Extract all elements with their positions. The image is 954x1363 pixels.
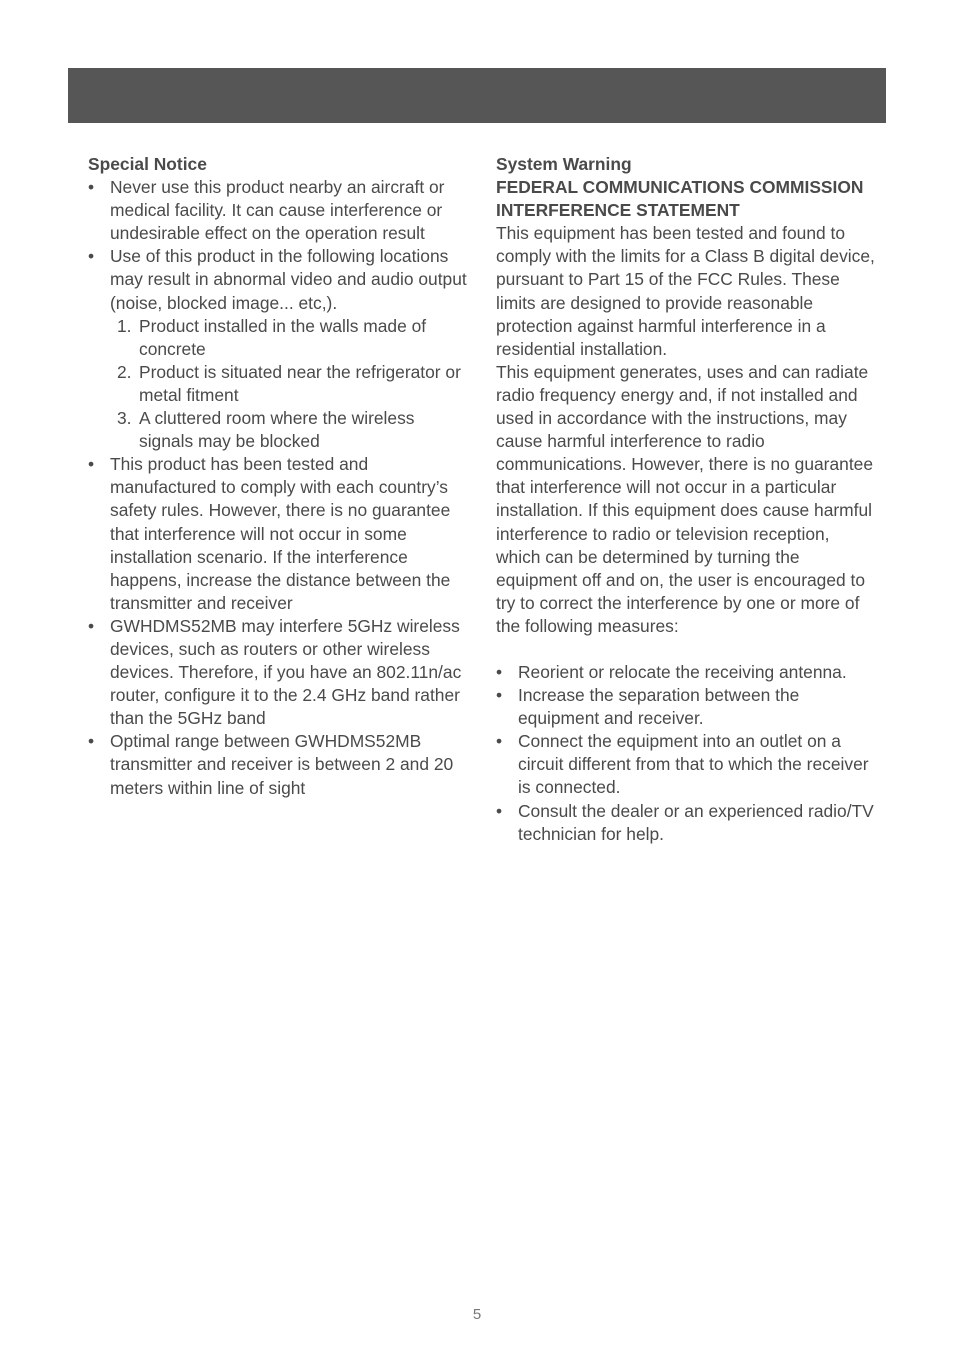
step-text: Product installed in the walls made of concrete bbox=[139, 315, 427, 359]
list-item-text: Optimal range between GWHDMS52MB transmitter and receiver is between 2 and 20 meters within line of sight bbox=[110, 731, 454, 798]
bullet-icon: • bbox=[496, 800, 503, 821]
list-item bbox=[496, 684, 876, 730]
bullet-icon: • bbox=[496, 685, 503, 706]
list-item bbox=[88, 615, 468, 730]
step-number: 3. bbox=[117, 408, 132, 429]
fcc-paragraph-interference: This equipment generates, uses and can radiate radio frequency energy and, if not installed and used in accordance with the instructions, may cause harmful interference to radio communications. However, there is no guarantee that interference will not occur in a particular installation. If this equipment does cause harmful interference to radio or television reception, which can be determined by turning the equipment off and on, the user is encouraged to try to correct the interference by one or more of the following measures: bbox=[496, 361, 873, 636]
spacer bbox=[496, 638, 876, 661]
list-item bbox=[496, 730, 876, 799]
step-text: Product is situated near the refrigerator or metal fitment bbox=[139, 361, 461, 405]
special-notice-list bbox=[88, 176, 468, 800]
list-item-text: Use of this product in the following locations may result in abnormal video and audio output (noise, blocked image... etc,). bbox=[110, 246, 467, 313]
system-warning-heading: System Warning bbox=[496, 154, 632, 174]
list-item bbox=[88, 730, 468, 799]
list-item bbox=[496, 800, 876, 846]
step-text: A cluttered room where the wireless signals may be blocked bbox=[139, 408, 415, 452]
bullet-icon: • bbox=[88, 615, 95, 636]
list-item bbox=[496, 661, 876, 684]
list-item-text: Never use this product nearby an aircraft or medical facility. It can cause interference or undesirable effect on the operation result bbox=[110, 177, 445, 244]
step-number: 1. bbox=[117, 315, 132, 336]
list-item-text: Consult the dealer or an experienced radio/TV technician for help. bbox=[518, 800, 874, 844]
list-item-text: This product has been tested and manufactured to comply with each country’s safety rules. However, there is no guarantee that interference will not occur in some installation scenario. If the interference happens, increase the distance between the transmitter and receiver bbox=[110, 454, 451, 613]
list-item-text: Increase the separation between the equipment and receiver. bbox=[518, 685, 800, 729]
bullet-icon: • bbox=[88, 246, 95, 267]
step-item bbox=[117, 407, 468, 453]
step-item bbox=[117, 315, 468, 361]
list-item-text: Reorient or relocate the receiving antenna. bbox=[518, 661, 847, 682]
fcc-paragraph-compliance: This equipment has been tested and found to comply with the limits for a Class B digital device, pursuant to Part 15 of the FCC Rules. These limits are designed to provide reasonable protection against harmful interference in a residential installation. bbox=[496, 223, 875, 359]
special-notice-section bbox=[88, 153, 468, 800]
list-item-text: Connect the equipment into an outlet on a circuit different from that to which the receiver is connected. bbox=[518, 731, 869, 798]
list-item-text: GWHDMS52MB may interfere 5GHz wireless devices, such as routers or other wireless devices. Therefore, if you have an 802.11n/ac router, configure it to the 2.4 GHz band rather than the 5GHz band bbox=[110, 615, 462, 729]
system-warning-section bbox=[496, 153, 876, 846]
location-steps-list bbox=[110, 315, 468, 454]
header-bar bbox=[68, 68, 886, 123]
special-notice-heading: Special Notice bbox=[88, 154, 207, 174]
step-number: 2. bbox=[117, 361, 132, 382]
step-item bbox=[117, 361, 468, 407]
bullet-icon: • bbox=[88, 177, 95, 198]
bullet-icon: • bbox=[496, 661, 503, 682]
measures-list bbox=[496, 661, 876, 846]
page-number: 5 bbox=[472, 1306, 482, 1323]
bullet-icon: • bbox=[496, 731, 503, 752]
list-item bbox=[88, 453, 468, 615]
fcc-statement-heading: FEDERAL COMMUNICATIONS COMMISSION INTERFERENCE STATEMENT bbox=[496, 177, 864, 221]
list-item bbox=[88, 176, 468, 245]
bullet-icon: • bbox=[88, 454, 95, 475]
list-item bbox=[88, 245, 468, 453]
bullet-icon: • bbox=[88, 731, 95, 752]
